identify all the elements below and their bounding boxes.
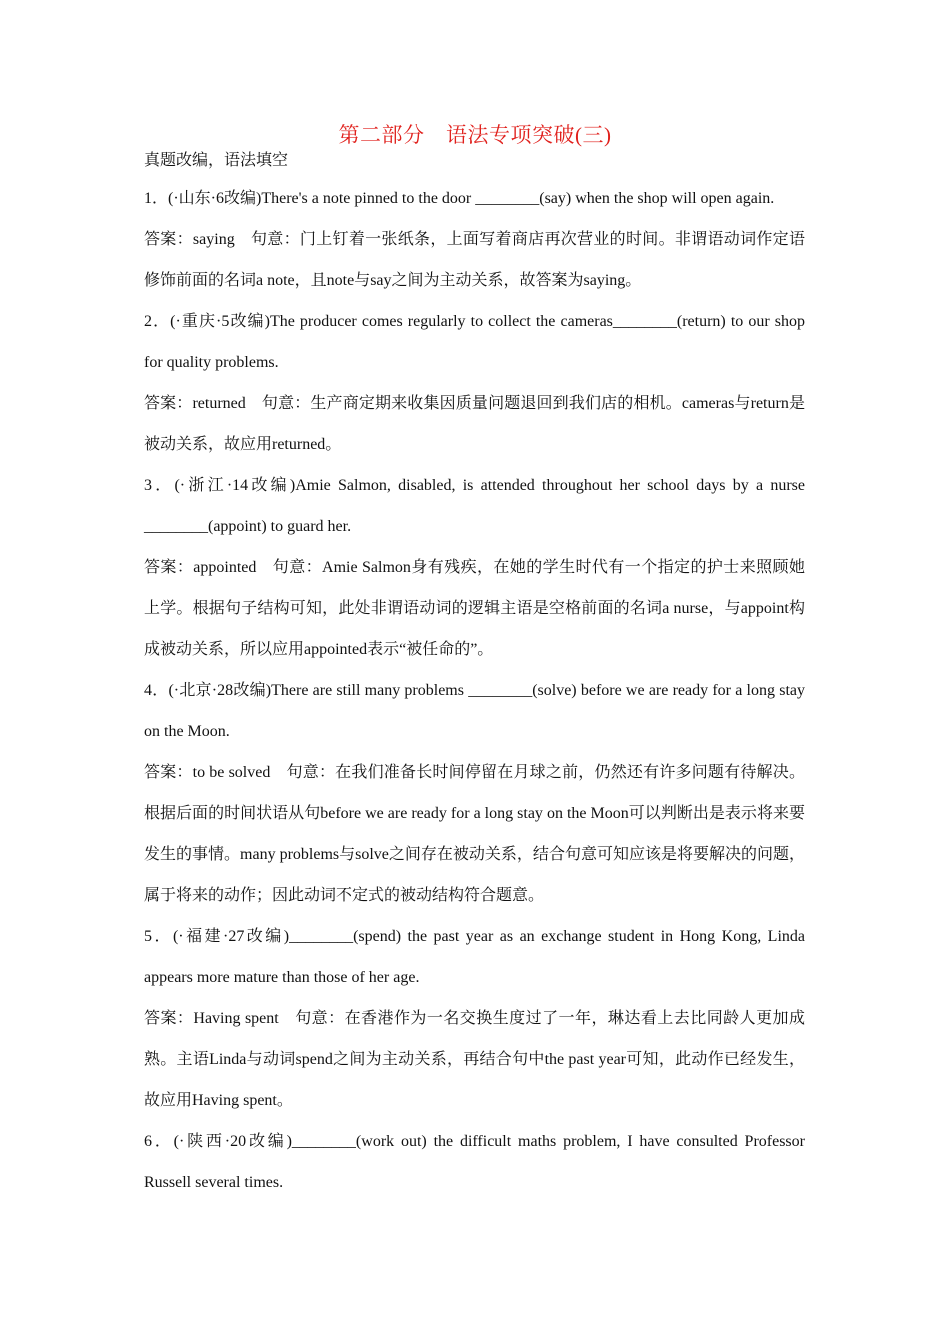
answer-label: 答案： [144,395,193,412]
answer-text: to be solved [192,764,271,781]
exercise-item [144,465,805,670]
answer-text: appointed [193,559,257,576]
exercise-item [144,670,805,916]
question-text: 2．(·重庆·5改编)The producer comes regularly to collect the cameras________(return) to our shop for quality problems. [144,313,805,371]
answer-label: 答案： [144,764,193,781]
answer-label: 答案： [144,559,194,576]
exercise-item [144,301,805,465]
exercise-list [144,178,805,1203]
explanation-text: 句意：在我们准备长时间停留在月球之前，仍然还有许多问题有待解决。根据后面的时间状语从句before we are ready for a long stay on the Moon可以判断出是表示将来要发生的事情。many problems与solve之间存在被动关系，结合句意可知应该是将要解决的问题，属于将来的动作；因此动词不定式的被动结构符合题意。 [144,764,805,904]
question-text: 5．(·福建·27改编)________(spend) the past year as an exchange student in Hong Kong, Linda appears more mature than those of her age. [144,928,805,986]
section-subtitle: 真题改编，语法填空 [144,152,289,169]
answer-text: returned [192,395,246,412]
exercise-item [144,1121,805,1203]
answer-block [144,547,805,670]
answer-block [144,752,805,916]
exercise-item [144,916,805,1121]
explanation-text: 句意：在香港作为一名交换生度过了一年，琳达看上去比同龄人更加成熟。主语Linda与动词spend之间为主动关系，再结合句中the past year可知，此动作已经发生，故应用Having spent。 [144,1010,805,1109]
answer-label: 答案： [144,231,193,248]
answer-block [144,383,805,465]
question-text: 4．(·北京·28改编)There are still many problems ________(solve) before we are ready for a long stay on the Moon. [144,682,805,740]
question-text: 1．(·山东·6改编)There's a note pinned to the door ________(say) when the shop will open again. [144,190,775,207]
answer-block [144,998,805,1121]
explanation-text: 句意：生产商定期来收集因质量问题退回到我们店的相机。cameras与return是被动关系，故应用returned。 [144,395,805,453]
explanation-text: 句意：门上钉着一张纸条，上面写着商店再次营业的时间。非谓语动词作定语修饰前面的名词a note，且note与say之间为主动关系，故答案为saying。 [144,231,805,289]
question-text: 6．(·陕西·20改编)________(work out) the difficult maths problem, I have consulted Professor Russell several times. [144,1133,805,1191]
answer-text: saying [192,231,235,248]
exercise-item [144,178,805,301]
page-title: 第二部分 语法专项突破(三) [338,123,612,147]
answer-text: Having spent [193,1010,279,1027]
answer-block [144,219,805,301]
question-text: 3．(·浙江·14改编)Amie Salmon, disabled, is attended throughout her school days by a nurse ________(appoint) to guard her. [144,477,805,535]
answer-label: 答案： [144,1010,194,1027]
explanation-text: 句意：Amie Salmon身有残疾，在她的学生时代有一个指定的护士来照顾她上学。根据句子结构可知，此处非谓语动词的逻辑主语是空格前面的名词a nurse，与appoint构成被动关系，所以应用appointed表示“被任命的”。 [144,559,805,658]
